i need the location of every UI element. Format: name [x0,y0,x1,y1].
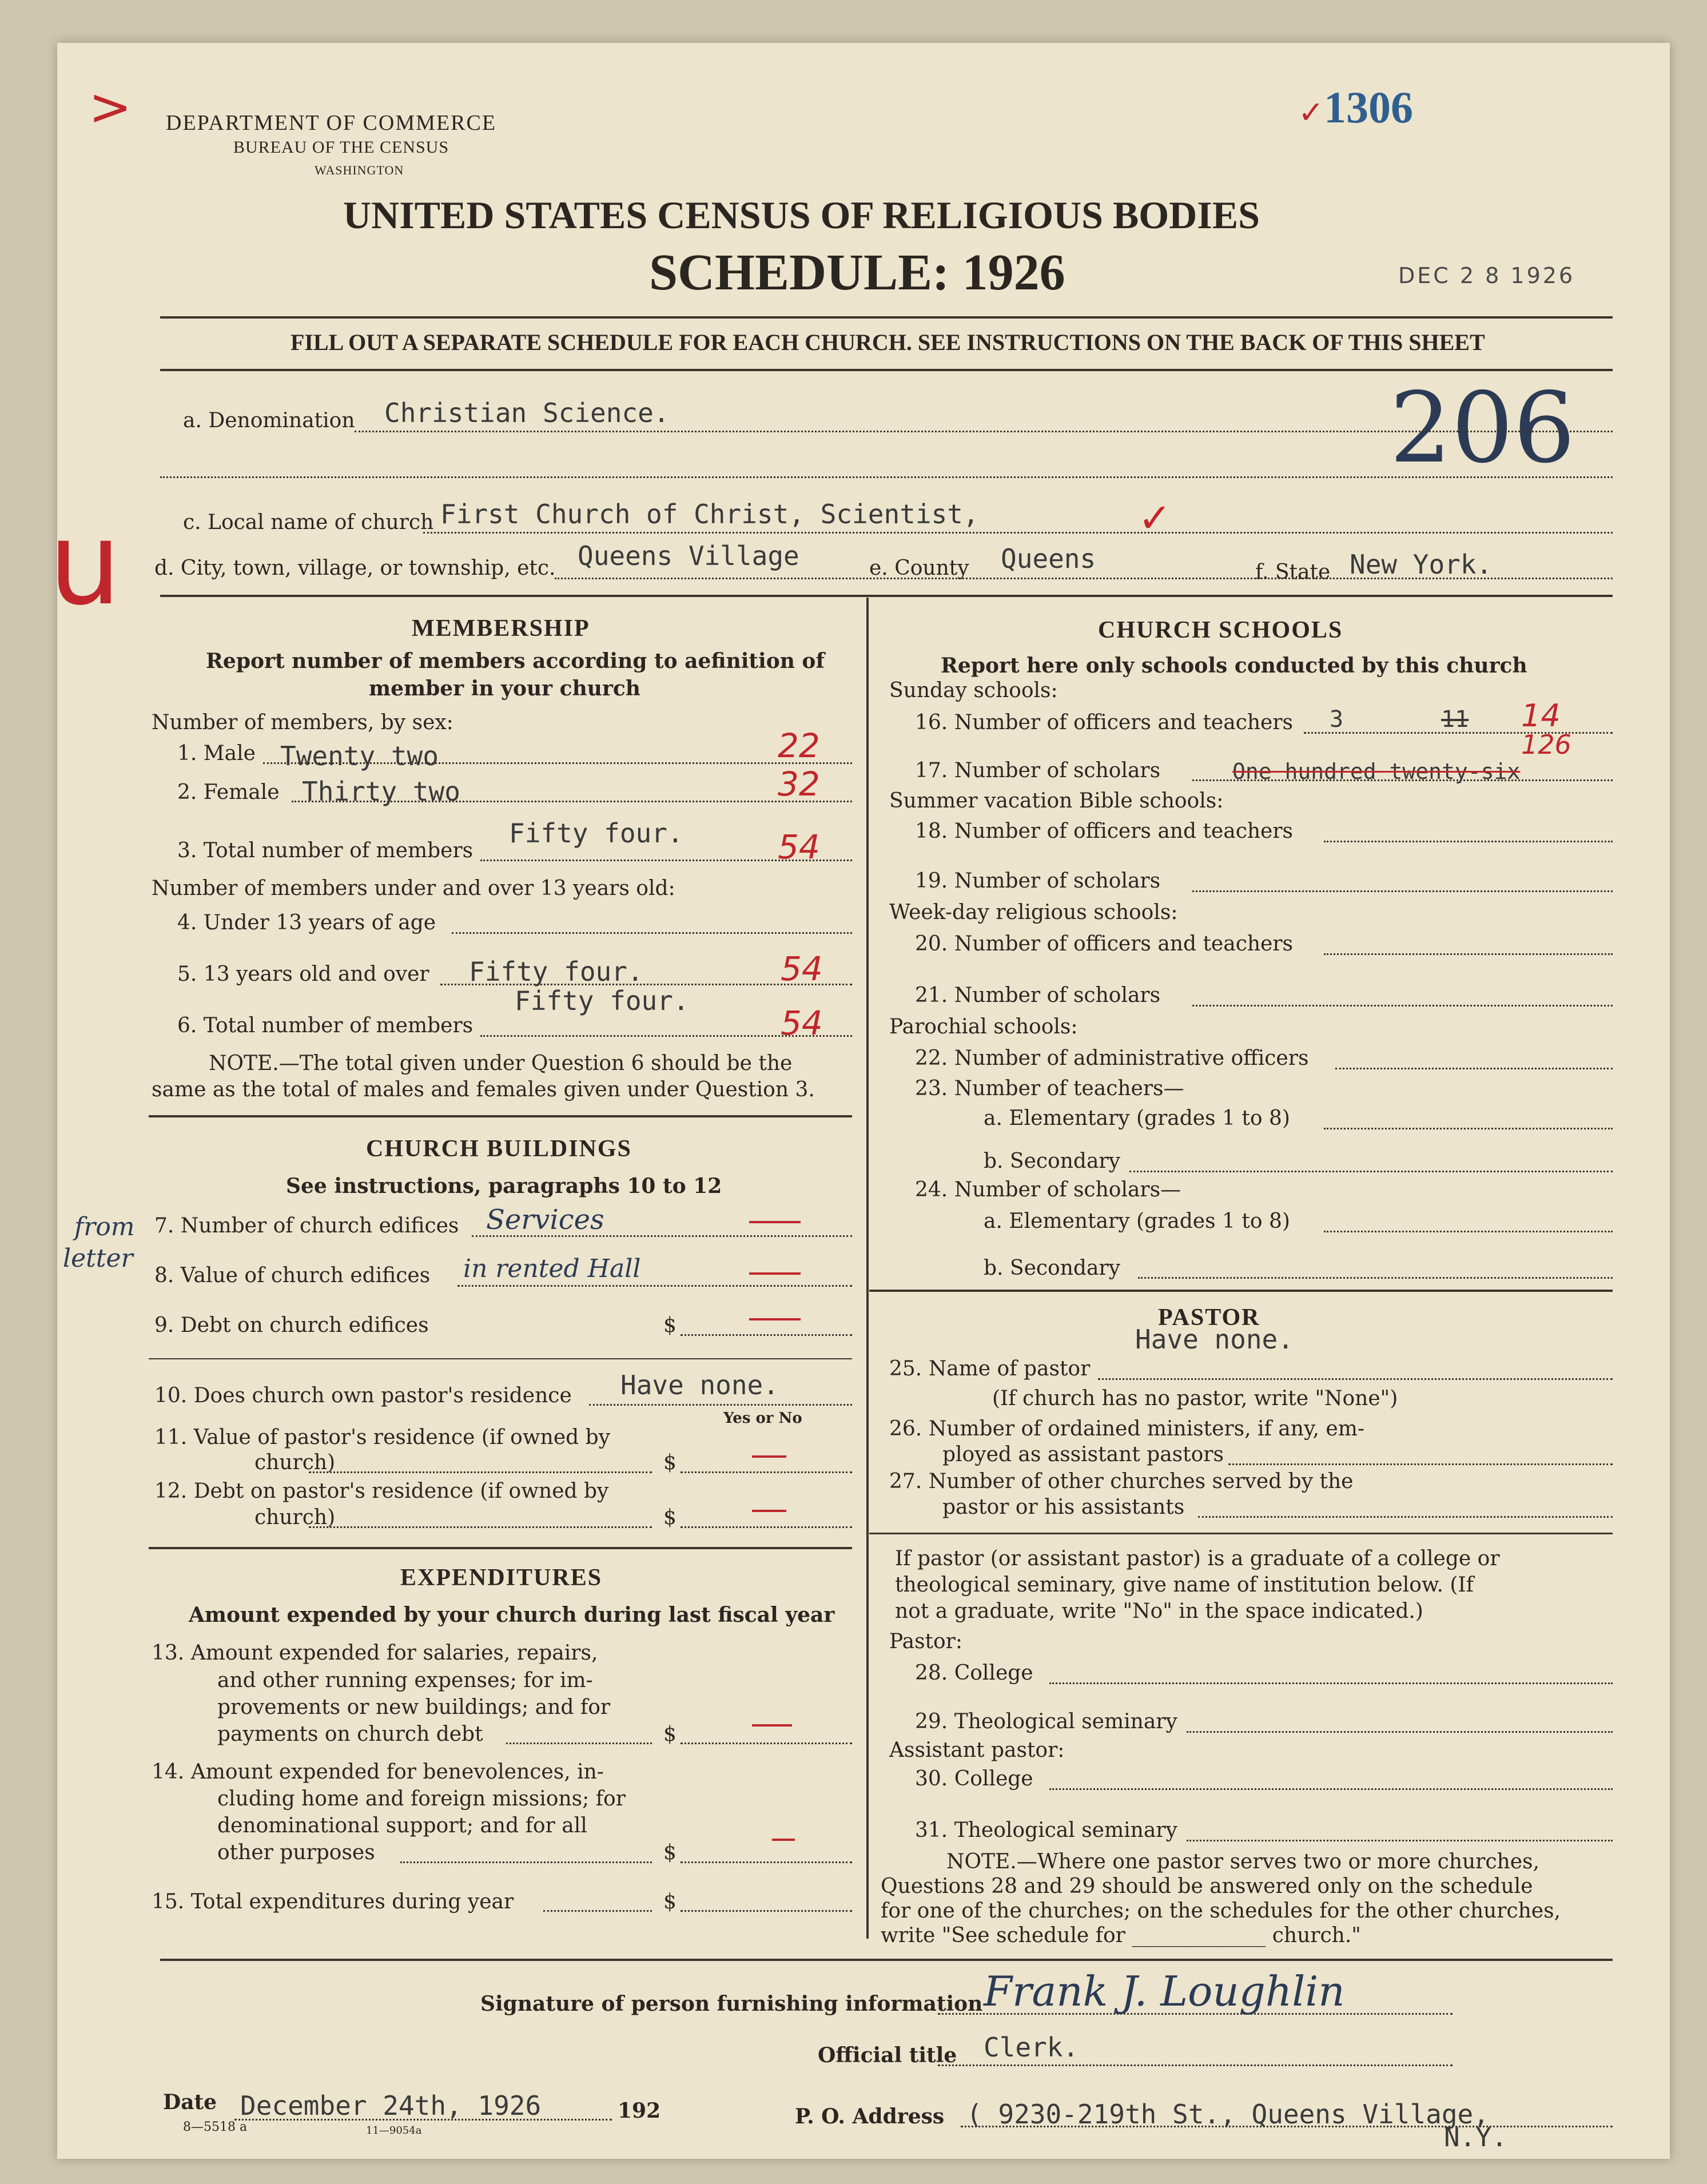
members-under-over-label: Number of members under and over 13 years old: [152,877,675,900]
q3-total-number: 54 [778,828,820,866]
pastor-note-1: NOTE.—Where one pastor serves two or more churches, [946,1850,1539,1873]
header-rule-top [160,316,1613,319]
footer-rule [160,1959,1613,1961]
church-name-label: c. Local name of church [183,511,434,534]
q9-line [681,1334,852,1336]
received-date-stamp: DEC 2 8 1926 [1398,263,1575,288]
q27-line-2: pastor or his assistants [942,1495,1185,1519]
q22-label: 22. Number of administrative officers [915,1047,1309,1070]
q10-residence-value: Have none. [620,1370,779,1401]
weekday-schools-label: Week-day religious schools: [889,901,1178,924]
date-value: December 24th, 1926 [240,2090,542,2121]
q17-value-struck: One hundred twenty-six [1232,759,1521,784]
church-name-value: First Church of Christ, Scientist, [440,499,979,530]
form-title: UNITED STATES CENSUS OF RELIGIOUS BODIES [343,193,1260,237]
red-u-mark: u [49,498,121,631]
q7-red-dash [749,1221,801,1223]
q28-college-label: 28. College [915,1661,1033,1685]
q6-total-value: Fifty four. [515,985,689,1016]
buildings-subtitle: See instructions, paragraphs 10 to 12 [286,1174,722,1198]
schedule-sheet [49,43,1670,2159]
q11-label-2: church) [254,1451,336,1474]
state-value: New York. [1350,549,1493,580]
q15-line-b [681,1910,852,1912]
q19-label: 19. Number of scholars [915,869,1161,893]
schools-title: CHURCH SCHOOLS [1098,617,1343,643]
q30-college-label: 30. College [915,1767,1033,1791]
q29-seminary-label: 29. Theological seminary [915,1710,1177,1733]
q18-line [1324,841,1613,842]
parochial-schools-label: Parochial schools: [889,1015,1078,1039]
graduate-instruction-1: If pastor (or assistant pastor) is a graduate of a college or [895,1547,1500,1570]
q29-line [1187,1731,1613,1733]
official-title-label: Official title [818,2043,957,2067]
q27-dots [1198,1516,1613,1518]
q16-label: 16. Number of officers and teachers [915,711,1294,734]
q9-rule [149,1358,852,1359]
q3-total-label: 3. Total number of members [177,839,473,862]
q26-line-1: 26. Number of ordained ministers, if any, em- [889,1417,1364,1441]
q23b-line [1129,1171,1613,1172]
q5-over13-number: 54 [781,949,823,988]
city-line [555,578,1613,579]
denomination-value: Christian Science. [384,397,670,428]
church-name-check: ✓ [1138,495,1172,542]
q3-total-value: Fifty four. [509,818,683,849]
q2-female-number: 32 [778,765,820,803]
q25-hint: (If church has no pastor, write "None") [992,1387,1398,1410]
q12-line-b [681,1526,852,1528]
q1-male-value: Twenty two [280,741,439,771]
po-address-value: ( 9230-219th St., Queens Village, [966,2099,1489,2130]
serial-check-mark: ✓ [1298,94,1324,130]
q9-red-dash [749,1318,801,1320]
membership-intro-1: Report number of members according to aefinition of [206,649,825,673]
sunday-schools-label: Sunday schools: [889,679,1058,702]
signature-value: Frank J. Loughlin [984,1967,1345,2015]
city-value: Queens Village [578,540,799,571]
date-line [234,2119,612,2121]
q24b-label: b. Secondary [984,1256,1120,1280]
q6-total-number: 54 [781,1004,823,1043]
q4-line [452,932,852,934]
q8-value-label: 8. Value of church edifices [154,1264,431,1287]
q8-value-value: in rented Hall [463,1254,641,1283]
q2-female-value: Thirty two [302,776,460,807]
bureau-name: BUREAU OF THE CENSUS [233,138,449,157]
dept-name: DEPARTMENT OF COMMERCE [166,111,497,135]
official-title-value: Clerk. [984,2032,1079,2063]
q14-line-1: 14. Amount expended for benevolences, in- [152,1760,604,1784]
q11-dollar: $ [663,1451,677,1474]
state-label: f. State [1255,560,1331,584]
q22-line [1335,1068,1613,1069]
q10-line [589,1404,852,1406]
membership-note-2: same as the total of males and females given under Question 3. [152,1078,815,1101]
q28-line [1049,1682,1613,1684]
summer-schools-label: Summer vacation Bible schools: [889,789,1224,813]
q13-line-1: 13. Amount expended for salaries, repairs, [152,1641,598,1665]
assistant-pastor-subheader: Assistant pastor: [889,1739,1065,1762]
form-number-1: 8—5518 a [183,2120,248,2134]
corner-red-mark: > [89,77,132,137]
q14-red-dash [772,1839,795,1841]
q24-label: 24. Number of scholars— [915,1178,1181,1202]
margin-note-from: from [74,1212,135,1242]
church-name-line [423,532,1613,534]
q13-line-2: and other running expenses; for im- [217,1669,593,1692]
q8-red-dash [749,1272,801,1275]
q7-edifices-label: 7. Number of church edifices [154,1214,459,1238]
official-title-line [938,2064,1453,2066]
q14-line-4: other purposes [217,1841,375,1864]
po-address-state: N.Y. [1444,2122,1507,2153]
classification-code: 206 [1390,372,1575,485]
q15-dollar: $ [663,1890,677,1914]
q25-line [1098,1378,1613,1380]
pastor-note-3: for one of the churches; on the schedules for the other churches, [881,1899,1561,1923]
q26-dots [1228,1463,1613,1465]
q13-line-4: payments on church debt [217,1722,483,1746]
form-number-2: 11—9054a [366,2125,422,2137]
q21-label: 21. Number of scholars [915,984,1161,1007]
q11-line-a [309,1471,652,1473]
signature-label: Signature of person furnishing information [480,1992,983,2016]
q6-total-label: 6. Total number of members [177,1014,473,1037]
yes-no-hint: Yes or No [723,1410,802,1427]
q14-dollar: $ [663,1841,677,1864]
q25-pastor-label: 25. Name of pastor [889,1357,1091,1381]
q20-label: 20. Number of officers and teachers [915,932,1294,956]
q12-dollar: $ [663,1506,677,1529]
membership-bottom-rule [149,1115,852,1117]
county-value: Queens [1001,543,1096,574]
q18-label: 18. Number of officers and teachers [915,820,1294,843]
q13-line-b [681,1743,852,1744]
q24b-line [1138,1277,1613,1279]
q27-line-1: 27. Number of other churches served by the [889,1470,1354,1493]
buildings-bottom-rule [149,1547,852,1549]
q8-line [457,1285,852,1287]
q17-label: 17. Number of scholars [915,759,1161,782]
q23a-line [1324,1128,1613,1129]
schools-subtitle: Report here only schools conducted by this church [941,654,1527,678]
graduate-instruction-2: theological seminary, give name of institution below. (If [895,1573,1474,1597]
margin-note-letter: letter [63,1244,133,1273]
q10-residence-label: 10. Does church own pastor's residence [154,1384,572,1407]
q13-line-3: provements or new buildings; and for [217,1696,611,1719]
q11-red-dash [752,1455,786,1458]
column-divider [866,598,869,1939]
q11-line-b [681,1471,852,1473]
serial-number: 1306 [1324,82,1413,132]
q2-female-label: 2. Female [177,781,280,804]
pastor-note-4: write "See schedule for _____________ church." [881,1924,1361,1947]
q20-line [1324,953,1613,955]
q5-over13-label: 5. 13 years old and over [177,962,429,986]
bureau-city: WASHINGTON [315,163,404,177]
q31-line [1187,1840,1613,1841]
section-rule [160,595,1613,597]
denomination-label: a. Denomination [183,409,355,432]
q14-line-a [400,1861,652,1863]
q31-seminary-label: 31. Theological seminary [915,1819,1177,1842]
pastor-note-2: Questions 28 and 29 should be answered only on the schedule [881,1875,1533,1898]
q13-line-a [506,1743,652,1744]
denomination-line [355,431,1613,432]
q23a-label: a. Elementary (grades 1 to 8) [984,1107,1290,1130]
members-by-sex-label: Number of members, by sex: [152,711,453,734]
pastor-subheader: Pastor: [889,1630,963,1653]
q11-label-1: 11. Value of pastor's residence (if owned by [154,1426,611,1449]
membership-title: MEMBERSHIP [412,615,590,642]
q14-line-b [681,1861,852,1863]
blank-line [160,476,1613,478]
buildings-title: CHURCH BUILDINGS [366,1136,632,1162]
q17-number: 126 [1521,729,1571,760]
q4-under13-label: 4. Under 13 years of age [177,911,436,934]
schools-bottom-rule [869,1290,1613,1292]
q7-edifices-value: Services [486,1204,604,1236]
q19-line [1192,890,1613,892]
q13-dollar: $ [663,1722,677,1746]
q1-male-label: 1. Male [177,742,256,765]
po-address-label: P. O. Address [795,2105,945,2129]
pastor-title: PASTOR [1158,1304,1260,1331]
q12-red-dash [752,1510,786,1512]
q30-line [1049,1788,1613,1790]
pastor-rule [869,1533,1613,1534]
q12-line-a [309,1526,652,1528]
q1-male-number: 22 [778,726,820,765]
expenditures-title: EXPENDITURES [400,1565,603,1591]
county-label: e. County [869,556,969,580]
q5-over13-value: Fifty four. [469,956,643,987]
q12-label-2: church) [254,1506,336,1529]
separate-schedule-instruction: FILL OUT A SEPARATE SCHEDULE FOR EACH CHURCH. SEE INSTRUCTIONS ON THE BACK OF THIS SHEET [291,329,1485,355]
q16-value: 3 [1330,706,1344,733]
q13-red-dash [752,1724,792,1726]
q12-label-1: 12. Debt on pastor's residence (if owned by [154,1479,609,1503]
schedule-year: SCHEDULE: 1926 [649,244,1065,301]
q16-number: 14 [1521,698,1561,734]
date-label: Date [163,2090,217,2114]
q26-line-2: ployed as assistant pastors [942,1443,1224,1466]
date-year-suffix: 192 [618,2099,661,2123]
q21-line [1192,1005,1613,1007]
q14-line-3: denominational support; and for all [217,1814,587,1837]
city-label: d. City, town, village, or township, etc. [154,556,556,580]
header-rule-bottom [160,369,1613,371]
q9-debt-label: 9. Debt on church edifices [154,1314,429,1337]
q14-line-2: cluding home and foreign missions; for [217,1787,626,1811]
expenditures-subtitle: Amount expended by your church during last fiscal year [189,1603,835,1627]
q15-line-a [543,1910,652,1912]
q15-total-label: 15. Total expenditures during year [152,1890,514,1914]
membership-intro-2: member in your church [369,677,640,701]
q23b-label: b. Secondary [984,1149,1120,1173]
graduate-instruction-3: not a graduate, write "No" in the space indicated.) [895,1600,1423,1623]
q16-struck-value: 11 [1441,706,1469,733]
q9-dollar: $ [663,1314,677,1337]
q24a-label: a. Elementary (grades 1 to 8) [984,1210,1290,1233]
q25-pastor-value: Have none. [1135,1324,1294,1355]
membership-note-1: NOTE.—The total given under Question 6 should be the [209,1052,793,1075]
q24a-line [1324,1231,1613,1232]
q23-label: 23. Number of teachers— [915,1077,1184,1100]
